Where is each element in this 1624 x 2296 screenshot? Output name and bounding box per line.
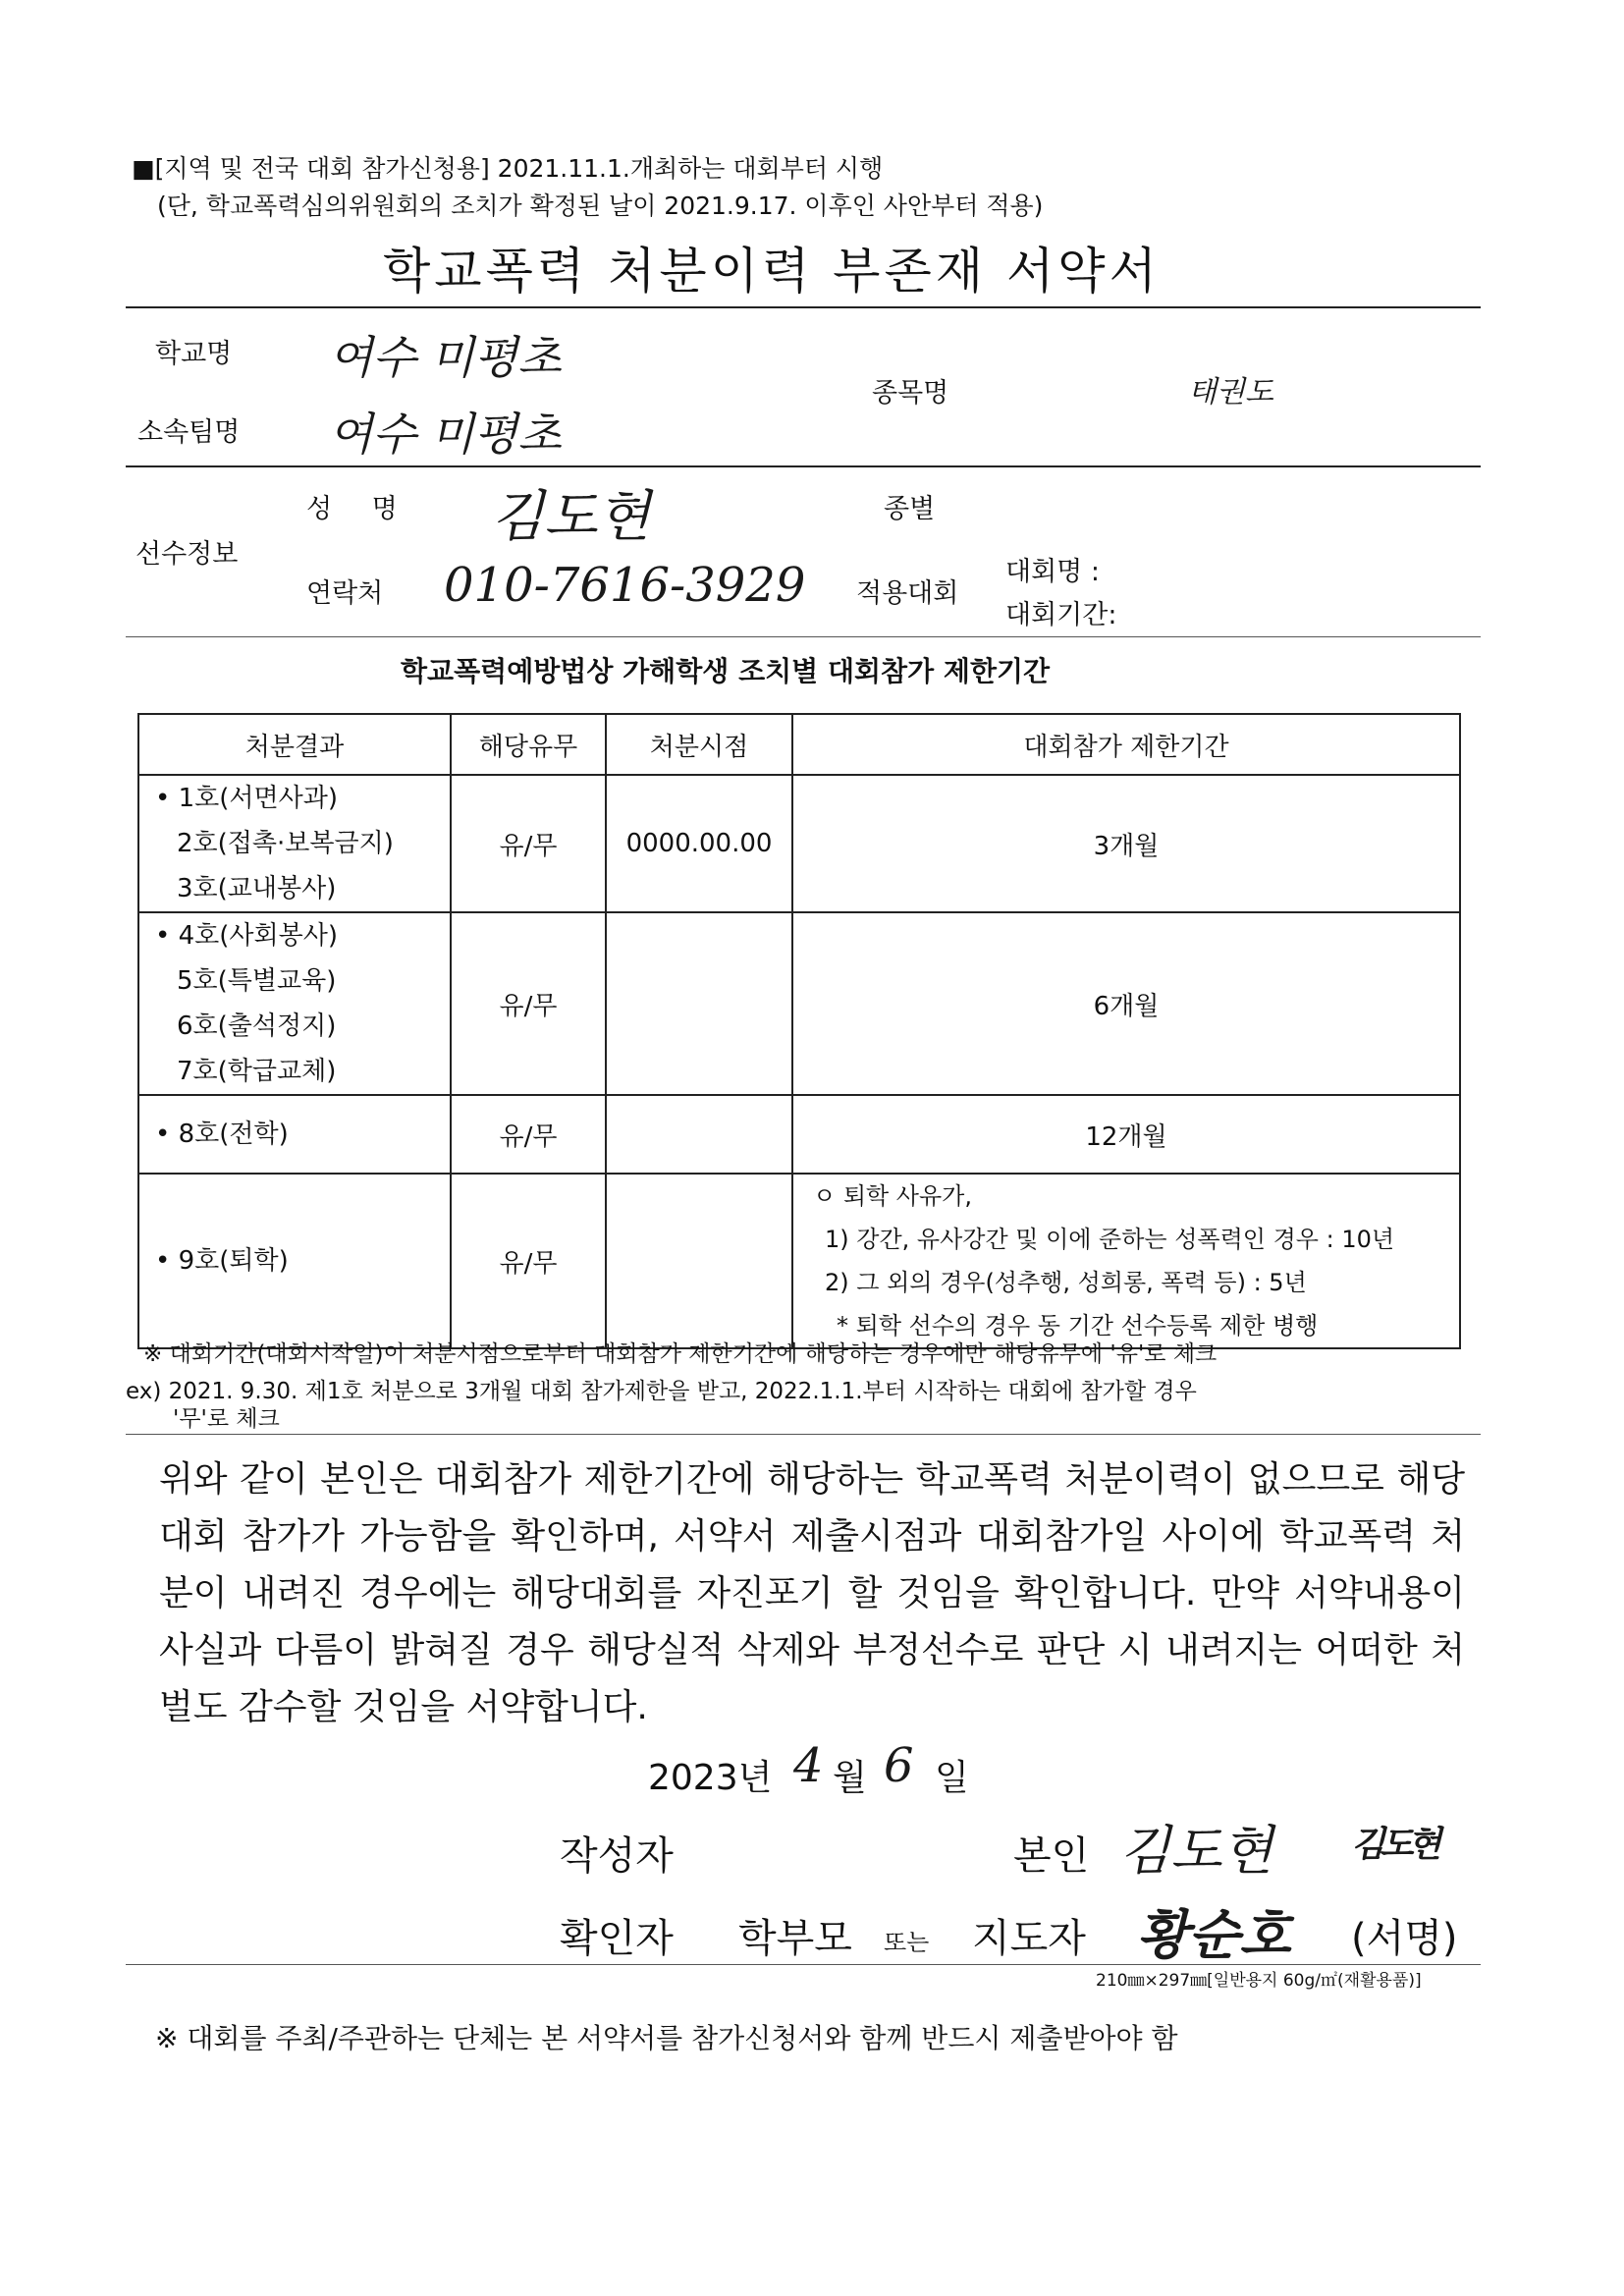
divider — [126, 636, 1481, 637]
disposition-items — [138, 1174, 451, 1348]
col-header-applicable: 해당유무 — [451, 714, 606, 775]
disposition-item: 2호(접촉·보복금지) — [177, 829, 394, 858]
coach-label: 지도자 — [972, 1916, 1086, 1961]
confirmer-label: 확인자 — [560, 1916, 674, 1961]
divider — [126, 465, 1481, 467]
date-cell: 0000.00.00 — [606, 775, 792, 912]
seal-label: (서명) — [1351, 1916, 1458, 1961]
table-row — [138, 1174, 1460, 1348]
school-label: 학교명 — [155, 339, 233, 369]
disposition-item: • 9호(퇴학) — [155, 1246, 289, 1276]
parent-label: 학부모 — [738, 1916, 852, 1961]
date-month-value: 4 — [793, 1738, 824, 1793]
gender-label: 종별 — [884, 494, 936, 524]
restriction-cell: 6개월 — [792, 912, 1460, 1095]
event-name-label: 대회명 : — [1005, 557, 1100, 587]
pledge-text: 위와 같이 본인은 대회참가 제한기간에 해당하는 학교폭력 처분이력이 없으므로 해당 대회 참가가 가능함을 확인하며, 서약서 제출시점과 대회참가일 사이에 학교폭력 처분이 내려진 경우에는 해당대회를 자진포기 할 것임을 확인합니다. 만약 서약내용이 사실과 다름이 밝혀질 경우 해당실적 삭제와 부정선수로 판단 시 내려지는 어떠한 처벌도 감수할 것임을 서약합니다. — [159, 1459, 1465, 1727]
table-row — [138, 775, 1460, 912]
table-row — [138, 1095, 1460, 1174]
table-row — [138, 912, 1460, 1095]
col-header-result: 처분결과 — [138, 714, 451, 775]
applicable-cell: 유/무 — [451, 912, 606, 1095]
document-title: 학교폭력 처분이력 부존재 서약서 — [383, 243, 1161, 300]
writer-label: 작성자 — [560, 1833, 674, 1879]
header-line-1: ■[지역 및 전국 대회 참가신청용] 2021.11.1.개최하는 대회부터 시행 — [132, 154, 884, 183]
disposition-item: 7호(학급교체) — [177, 1057, 337, 1086]
restriction-table — [137, 713, 1461, 1349]
restriction-line: * 퇴학 선수의 경우 동 기간 선수등록 제한 병행 — [837, 1312, 1319, 1339]
section-title: 학교폭력예방법상 가해학생 조치별 대회참가 제한기간 — [401, 655, 1051, 687]
restriction-cell: 12개월 — [792, 1095, 1460, 1174]
header-line-2: (단, 학교폭력심의위원회의 조치가 확정된 날이 2021.9.17. 이후인 사안부터 적용) — [157, 191, 1044, 220]
applicable-cell: 유/무 — [451, 775, 606, 912]
team-label: 소속팀명 — [137, 417, 241, 448]
applicable-cell: 유/무 — [451, 1095, 606, 1174]
self-label: 본인 — [1013, 1833, 1090, 1879]
disposition-item: 6호(출석정지) — [177, 1011, 337, 1041]
disposition-item: • 8호(전학) — [155, 1120, 289, 1149]
self-name-handwritten: 김도현 — [1119, 1820, 1273, 1882]
disposition-item: 3호(교내봉사) — [177, 874, 337, 903]
school-value: 여수 미평초 — [329, 331, 562, 384]
team-value: 여수 미평초 — [329, 408, 562, 461]
athlete-label: 선수정보 — [135, 539, 239, 570]
date-year: 2023년 — [648, 1758, 773, 1798]
note-1: ※ 대회기간(대회시작일)이 처분시점으로부터 대회참가 제한기간에 해당하는 경우에만 해당유무에 '유'로 체크 — [143, 1341, 1218, 1367]
disposition-item: • 4호(사회봉사) — [155, 921, 339, 951]
note-3: '무'로 체크 — [173, 1406, 280, 1432]
date-cell — [606, 1174, 792, 1348]
table-header-row — [138, 714, 1460, 775]
restriction-line: ㅇ 퇴학 사유가, — [813, 1182, 972, 1210]
restriction-line: 1) 강간, 유사강간 및 이에 준하는 성폭력인 경우 : 10년 — [825, 1226, 1395, 1253]
col-header-date: 처분시점 — [606, 714, 792, 775]
restriction-cell: 3개월 — [792, 775, 1460, 912]
col-header-restriction: 대회참가 제한기간 — [792, 714, 1460, 775]
disposition-items — [138, 912, 451, 1095]
divider — [126, 306, 1481, 308]
event-period-label: 대회기간: — [1005, 600, 1117, 630]
paper-spec: 210㎜×297㎜[일반용지 60g/㎡(재활용품)] — [1096, 1971, 1422, 1991]
disposition-items — [138, 775, 451, 912]
sport-value: 태권도 — [1188, 375, 1273, 410]
date-day-label: 일 — [935, 1758, 969, 1798]
contact-label: 연락처 — [306, 578, 384, 609]
disposition-items — [138, 1095, 451, 1174]
name-label: 성 명 — [306, 494, 413, 524]
disposition-item: 5호(특별교육) — [177, 966, 337, 996]
footer-note: ※ 대회를 주최/주관하는 단체는 본 서약서를 참가신청서와 함께 반드시 제출받아야 함 — [155, 2022, 1178, 2054]
date-cell — [606, 912, 792, 1095]
applicable-cell: 유/무 — [451, 1174, 606, 1348]
note-2: ex) 2021. 9.30. 제1호 처분으로 3개월 대회 참가제한을 받고, 2022.1.1.부터 시작하는 대회에 참가할 경우 — [126, 1379, 1197, 1404]
divider — [126, 1434, 1481, 1435]
disposition-item: • 1호(서면사과) — [155, 784, 339, 813]
sport-label: 종목명 — [872, 378, 949, 409]
divider — [126, 1964, 1481, 1965]
restriction-line: 2) 그 외의 경우(성추행, 성희롱, 폭력 등) : 5년 — [825, 1269, 1307, 1296]
date-cell — [606, 1095, 792, 1174]
contact-value: 010-7616-3929 — [444, 558, 806, 613]
date-month-label: 월 — [833, 1758, 867, 1798]
or-label: 또는 — [884, 1929, 930, 1956]
restriction-cell — [792, 1174, 1460, 1348]
date-day-value: 6 — [884, 1738, 914, 1793]
coach-name-handwritten: 황순호 — [1137, 1903, 1291, 1966]
name-value: 김도현 — [491, 485, 651, 549]
self-signature: 김도현 — [1351, 1824, 1436, 1865]
applied-event-label: 적용대회 — [856, 578, 959, 609]
